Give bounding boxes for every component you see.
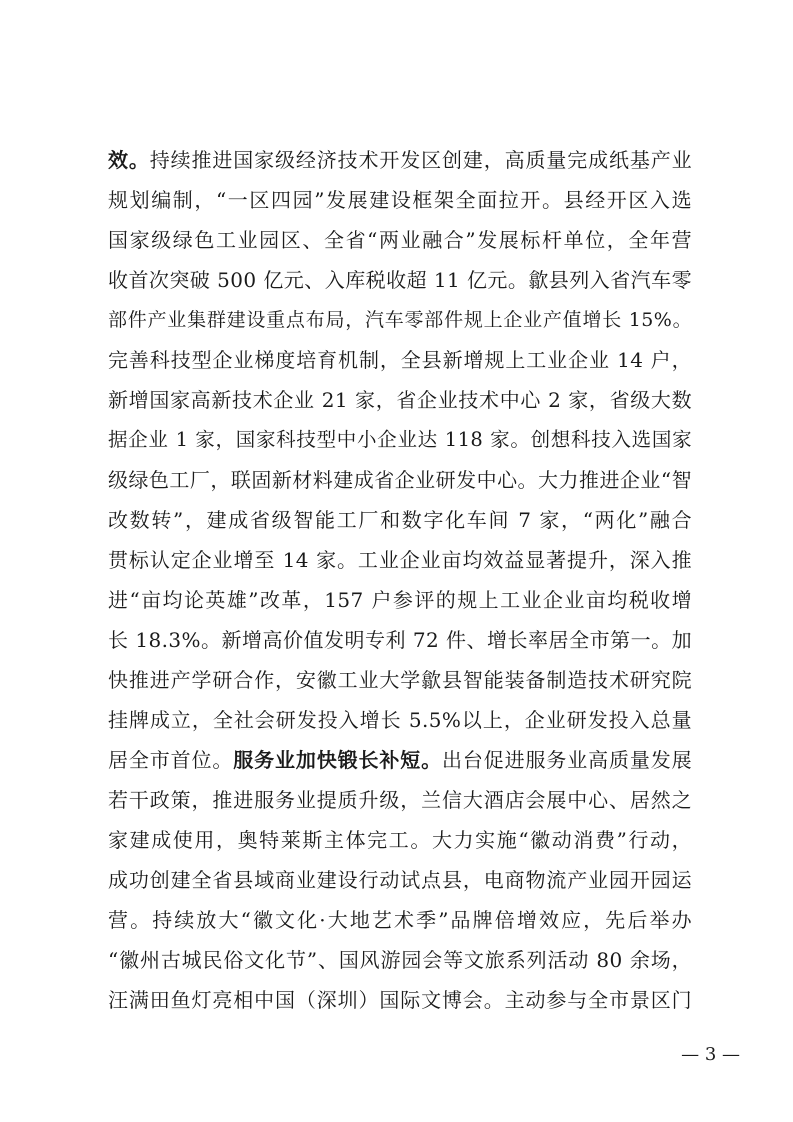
text-line-20: 营。持续放大“徽文化·大地艺术季”品牌倍增效应，先后举办 (108, 908, 692, 932)
body-text (108, 140, 692, 1020)
text-line-16: 居全市首位。服务业加快锻长补短。出台促进服务业高质量发展 (108, 748, 692, 772)
text-line-7: 新增国家高新技术企业 21 家，省企业技术中心 2 家，省级大数 (108, 388, 692, 412)
text-line-17: 若干政策，推进服务业提质升级，兰信大酒店会展中心、居然之 (108, 788, 692, 812)
text-line-18: 家建成使用，奥特莱斯主体完工。大力实施“徽动消费”行动， (108, 828, 692, 852)
page-number: — 3 — (681, 1044, 740, 1065)
bold-phrase: 服务业加快锻长补短。 (233, 748, 442, 772)
text-line-6: 完善科技型企业梯度培育机制，全县新增规上工业企业 14 户， (108, 348, 692, 372)
text-line-13: 长 18.3%。新增高价值发明专利 72 件、增长率居全市第一。加 (108, 628, 692, 652)
text-line-15: 挂牌成立，全社会研发投入增长 5.5%以上，企业研发投入总量 (108, 708, 692, 732)
text-line-1: 效。持续推进国家级经济技术开发区创建，高质量完成纸基产业 (108, 148, 692, 172)
text-line-14: 快推进产学研合作，安徽工业大学歙县智能装备制造技术研究院 (108, 668, 692, 692)
text-line-5: 部件产业集群建设重点布局，汽车零部件规上企业产值增长 15%。 (108, 309, 692, 331)
text-line-2: 规划编制，“一区四园”发展建设框架全面拉开。县经开区入选 (108, 188, 692, 212)
text-line-12: 进“亩均论英雄”改革，157 户参评的规上工业企业亩均税收增 (108, 588, 692, 612)
text-line-4: 收首次突破 500 亿元、入库税收超 11 亿元。歙县列入省汽车零 (108, 268, 692, 292)
text-line-8: 据企业 1 家，国家科技型中小企业达 118 家。创想科技入选国家 (108, 428, 692, 451)
text-line-10: 改数转”，建成省级智能工厂和数字化车间 7 家，“两化”融合 (108, 508, 692, 532)
text-line-9: 级绿色工厂，联固新材料建成省企业研发中心。大力推进企业“智 (108, 468, 692, 492)
text-line-22: 汪满田鱼灯亮相中国（深圳）国际文博会。主动参与全市景区门 (108, 988, 692, 1012)
bold-phrase: 效。 (108, 148, 150, 172)
text-line-21: “徽州古城民俗文化节”、国风游园会等文旅系列活动 80 余场， (108, 948, 692, 972)
text-line-11: 贯标认定企业增至 14 家。工业企业亩均效益显著提升，深入推 (108, 548, 692, 572)
text-line-3: 国家级绿色工业园区、全省“两业融合”发展标杆单位，全年营 (108, 228, 692, 252)
text-line-19: 成功创建全省县域商业建设行动试点县，电商物流产业园开园运 (108, 868, 692, 892)
